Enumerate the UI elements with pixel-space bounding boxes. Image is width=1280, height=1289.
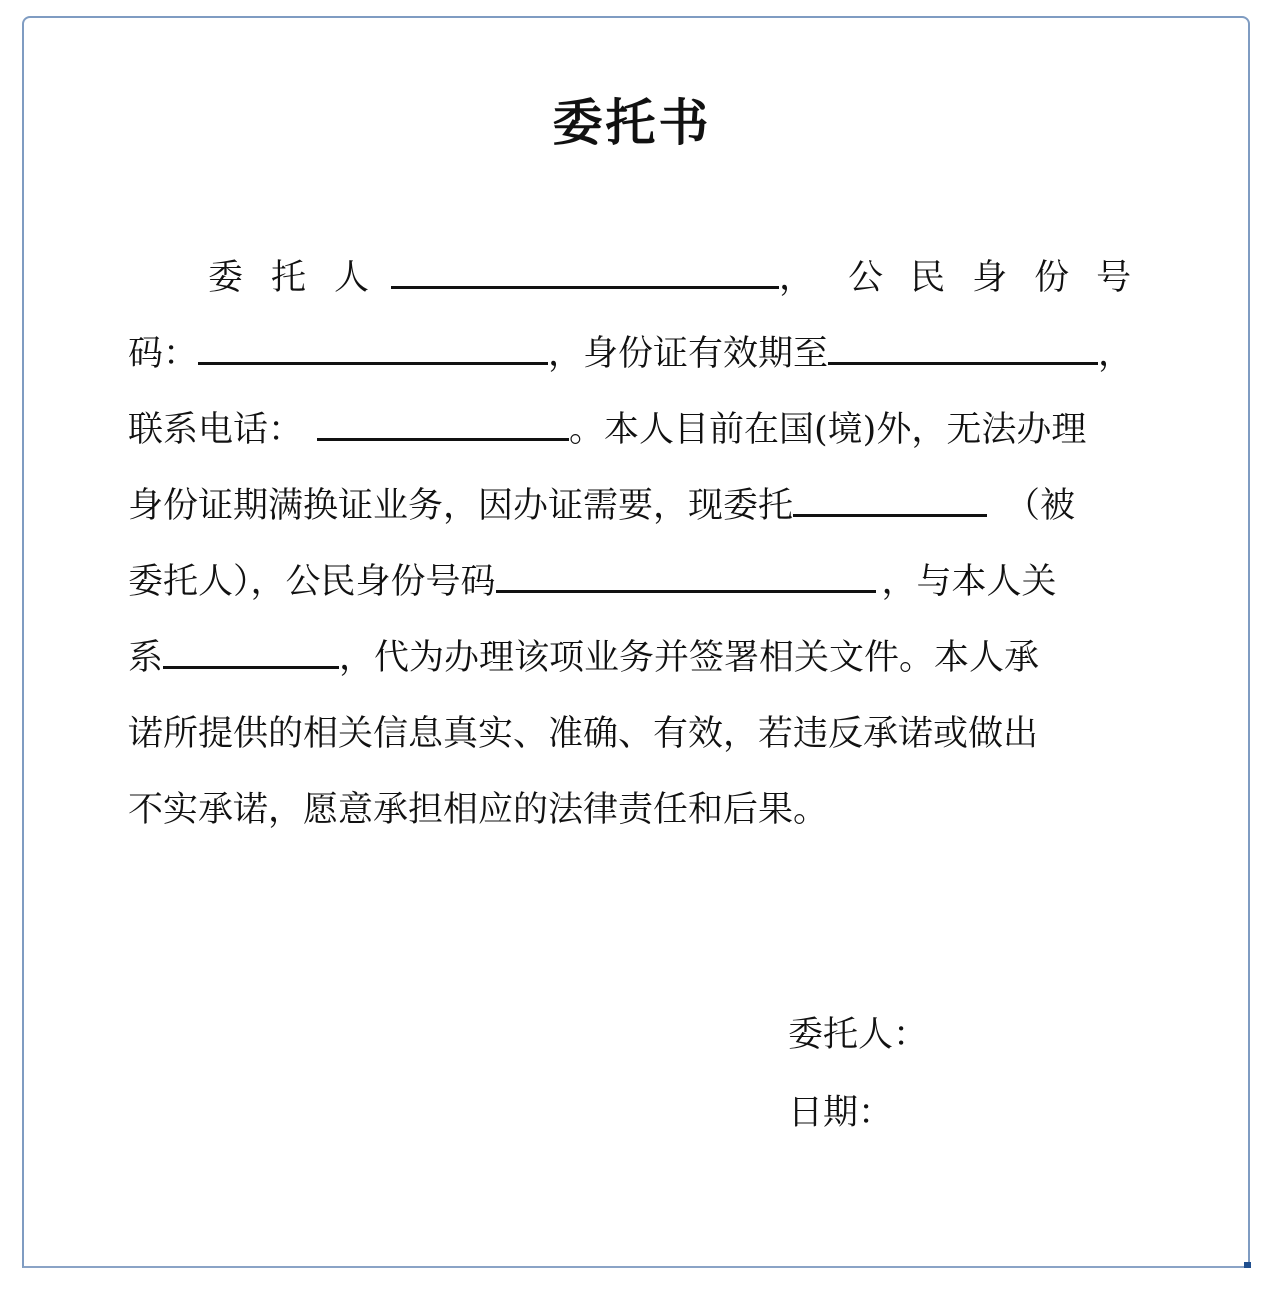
phone-blank[interactable]: [317, 404, 569, 441]
text-segment: 身份证期满换证业务，因办证需要，现委托: [128, 486, 794, 526]
text-segment: 公: [848, 258, 884, 298]
text-segment: 联系电话：: [128, 410, 304, 450]
text-segment: 系: [128, 638, 164, 678]
text-segment: ，: [1098, 334, 1134, 374]
text-segment: 委托人），公民身份号码: [128, 562, 496, 602]
body-line-3: [128, 392, 1138, 468]
text-segment: 不实承诺，愿意承担相应的法律责任和后果。: [128, 790, 829, 830]
id-expiry-blank[interactable]: [828, 328, 1098, 365]
principal-signature-label: 委托人：: [788, 1015, 929, 1055]
agent-id-blank[interactable]: [496, 556, 876, 593]
text-segment: 人: [334, 258, 370, 298]
text-segment: ，: [779, 258, 815, 298]
body-line-4: [128, 468, 1138, 544]
date-label: 日期：: [788, 1093, 894, 1133]
text-segment: 号: [1096, 258, 1132, 298]
text-segment: ，身份证有效期至: [548, 334, 829, 374]
body-line-7: [128, 696, 1138, 772]
relationship-blank[interactable]: [163, 632, 339, 669]
principal-name-blank[interactable]: [391, 252, 779, 289]
body-line-1: [128, 240, 1138, 316]
page-corner-marker: [1244, 1262, 1251, 1268]
text-segment: 。本人目前在国(境)外，无法办理: [569, 410, 1087, 450]
body-line-2: [128, 316, 1138, 392]
text-segment: 诺所提供的相关信息真实、准确、有效，若违反承诺或做出: [128, 714, 1039, 754]
body-line-6: [128, 620, 1138, 696]
agent-name-blank[interactable]: [793, 480, 987, 517]
signature-block: [788, 996, 928, 1152]
text-segment: ，代为办理该项业务并签署相关文件。本人承: [339, 638, 1040, 678]
text-segment: 份: [1034, 258, 1070, 298]
body-line-8: [128, 772, 1138, 848]
document-title: 委托书: [552, 93, 712, 152]
text-segment: 托: [271, 258, 307, 298]
text-segment: 身: [972, 258, 1008, 298]
text-segment: ，与本人关: [881, 562, 1057, 602]
text-segment: 码：: [128, 334, 199, 374]
text-segment: 民: [910, 258, 946, 298]
body-line-5: [128, 544, 1138, 620]
document-body: [128, 240, 1138, 848]
text-segment: 委: [208, 258, 244, 298]
text-segment: （被: [1005, 486, 1076, 526]
principal-id-blank[interactable]: [198, 328, 548, 365]
